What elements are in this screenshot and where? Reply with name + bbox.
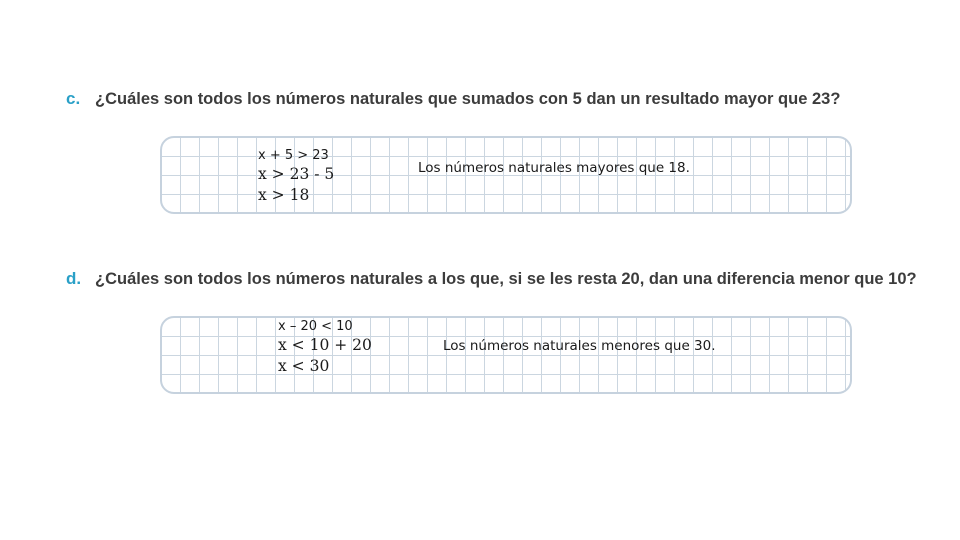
work-c (258, 143, 334, 206)
question-d-text: ¿Cuáles son todos los números naturales a los que, si se les resta 20, dan una diferencia menor que 10? (95, 270, 917, 288)
grid-answer-box-d (160, 316, 852, 394)
question-c-text: ¿Cuáles son todos los números naturales que sumados con 5 dan un resultado mayor que 23? (95, 90, 841, 108)
answer-d: Los números naturales menores que 30. (443, 338, 716, 354)
question-letter-d: d. (66, 269, 82, 288)
work-c-line-3: x > 18 (258, 186, 310, 204)
work-c-line-1: x + 5 > 23 (258, 148, 329, 163)
work-c-line-2: x > 23 - 5 (258, 165, 335, 183)
work-d-line-2: x < 10 + 20 (278, 336, 372, 354)
work-d-line-1: x – 20 < 10 (278, 319, 353, 334)
question-d (66, 269, 917, 289)
answer-c: Los números naturales mayores que 18. (418, 160, 690, 176)
question-letter-c: c. (66, 89, 81, 108)
work-d-line-3: x < 30 (278, 357, 330, 375)
question-c (66, 89, 840, 109)
work-d (278, 314, 372, 377)
